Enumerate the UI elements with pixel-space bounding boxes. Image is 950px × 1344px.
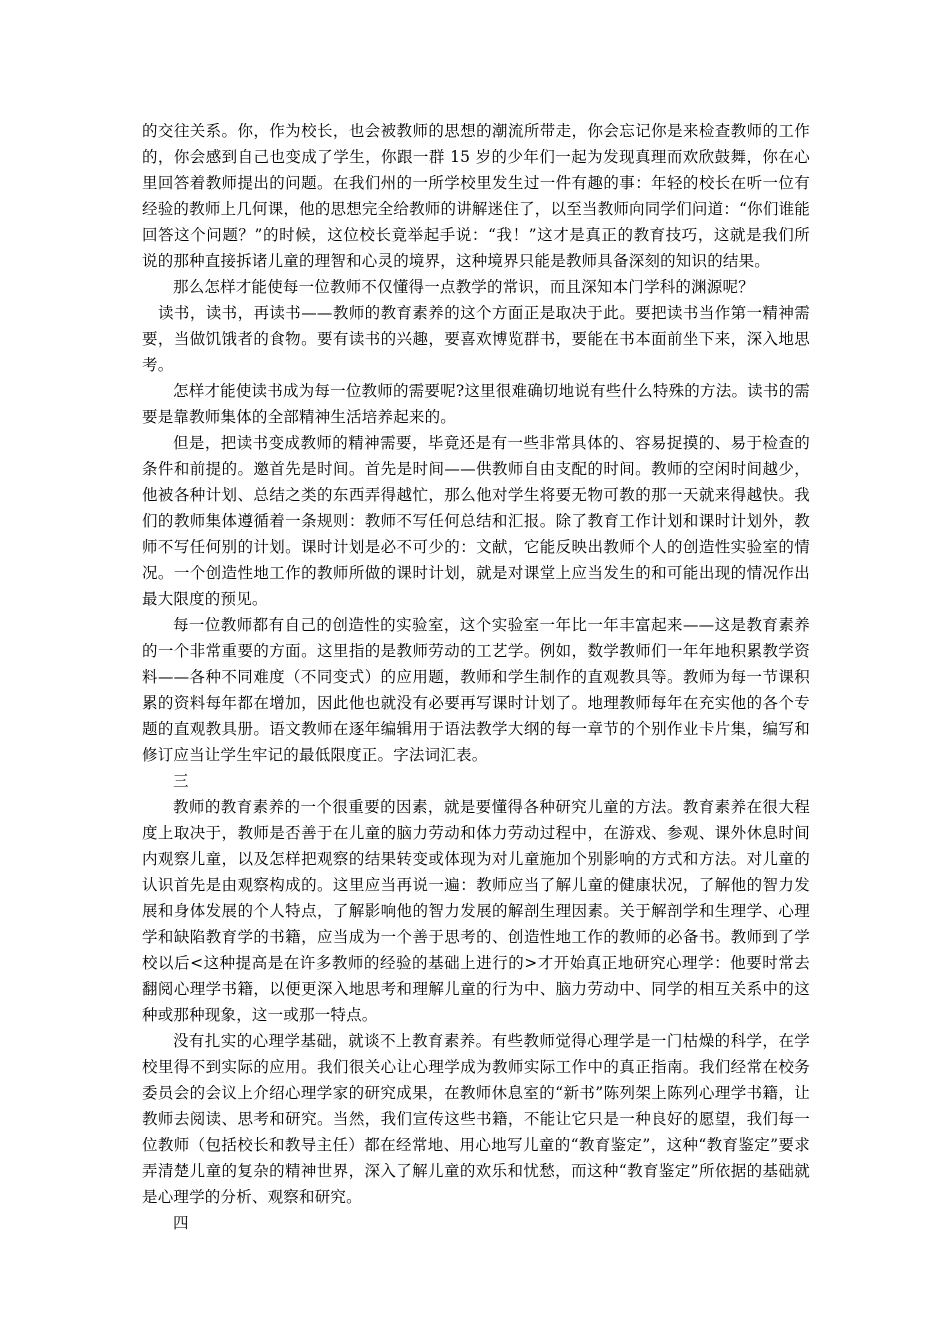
paragraph: 那么怎样才能使每一位教师不仅懂得一点教学的常识，而且深知本门学科的渊源呢？ [173, 278, 754, 296]
paragraph: 读书，读书，再读书——教师的教育素养的这个方面正是取决于此。要把读书当作第一精神需要，当做饥饿者的食物。要有读书的兴趣，要喜欢博览群书，要能在书本面前坐下来，深入地思考。 [142, 304, 810, 374]
section-number: 三 [173, 772, 189, 790]
paragraph: 怎样才能使读书成为每一位教师的需要呢?这里很难确切地说有些什么特殊的方法。读书的需要是靠教师集体的全部精神生活培养起来的。 [142, 382, 810, 426]
paragraph: 但是，把读书变成教师的精神需要，毕竟还是有一些非常具体的、容易捉摸的、易于检查的条件和前提的。邀首先是时间。首先是时间——供教师自由支配的时间。教师的空闲时间越少，他被各种计划、总结之类的东西弄得越忙，那么他对学生将要无物可教的那一天就来得越快。我们的教师集体遵循着一条规则：教师不写任何总结和汇报。除了教育工作计划和课时计划外，教师不写任何别的计划。课时计划是必不可少的：文献，它能反映出教师个人的创造性实验室的情况。一个创造性地工作的教师所做的课时计划，就是对课堂上应当发生的和可能出现的情况作出最大限度的预见。 [142, 434, 810, 608]
document-body [142, 118, 810, 1236]
paragraph: 教师的教育素养的一个很重要的因素，就是要懂得各种研究儿童的方法。教育素养在很大程度上取决于，教师是否善于在儿童的脑力劳动和体力劳动过程中，在游戏、参观、课外休息时间内观察儿童，以及怎样把观察的结果转变或体现为对儿童施加个别影响的方式和方法。对儿童的认识首先是由观察构成的。这里应当再说一遍：教师应当了解儿童的健康状况，了解他的智力发展和身体发展的个人特点，了解影响他的智力发展的解剖生理因素。关于解剖学和生理学、心理学和缺陷教育学的书籍，应当成为一个善于思考的、创造性地工作的教师的必备书。教师到了学校以后<这种提高是在许多教师的经验的基础上进行的>才开始真正地研究心理学：他要时常去翻阅心理学书籍，以便更深入地思考和理解儿童的行为中、脑力劳动中、同学的相互关系中的这种或那种现象，这一或那一特点。 [142, 798, 810, 1024]
paragraph: 每一位教师都有自己的创造性的实验室，这个实验室一年比一年丰富起来——这是教育素养的一个非常重要的方面。这里指的是教师劳动的工艺学。例如，数学教师们一年年地积累教学资料——各种不同难度（不同变式）的应用题，教师和学生制作的直观教具等。教师为每一节课积累的资料每年都在增加，因此他也就没有必要再写课时计划了。地理教师每年在充实他的各个专题的直观教具册。语文教师在逐年编辑用于语法教学大纲的每一章节的个别作业卡片集，编写和修订应当让学生牢记的最低限度正。字法词汇表。 [142, 616, 810, 764]
paragraph: 没有扎实的心理学基础，就谈不上教育素养。有些教师觉得心理学是一门枯燥的科学，在学校里得不到实际的应用。我们很关心让心理学成为教师实际工作中的真正指南。我们经常在校务委员会的会议上介绍心理学家的研究成果，在教师休息室的“新书”陈列架上陈列心理学书籍，让教师去阅读、思考和研究。当然，我们宣传这些书籍，不能让它只是一种良好的愿望，我们每一位教师（包括校长和教导主任）都在经常地、用心地写儿童的“教育鉴定”，这种“教育鉴定”要求弄清楚儿童的复杂的精神世界，深入了解儿童的欢乐和忧愁，而这种“教育鉴定”所依据的基础就是心理学的分析、观察和研究。 [142, 1032, 810, 1206]
section-number: 四 [173, 1214, 189, 1232]
paragraph: 的交往关系。你，作为校长，也会被教师的思想的潮流所带走，你会忘记你是来检查教师的工作的，你会感到自己也变成了学生，你跟一群 15 岁的少年们一起为发现真理而欢欣鼓舞，你在心里回答着教师提出的问题。在我们州的一所学校里发生过一件有趣的事：年轻的校长在听一位有经验的教师上几何课，他的思想完全给教师的讲解迷住了，以至当教师向同学们问道：“你们谁能回答这个问题？”的时候，这位校长竟举起手说：“我！”这才是真正的教育技巧，这就是我们所说的那种直接拆诸儿童的理智和心灵的境界，这种境界只能是教师具备深刻的知识的结果。 [142, 122, 810, 270]
